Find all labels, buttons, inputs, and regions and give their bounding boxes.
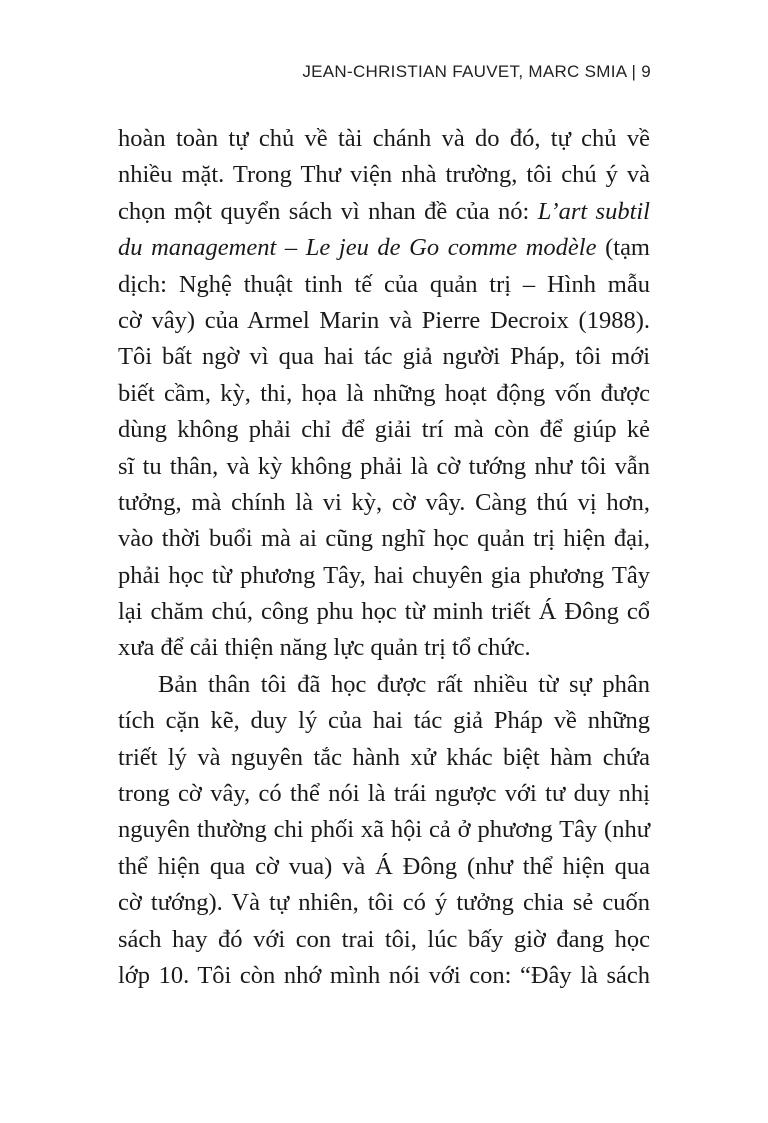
paragraph-1 (118, 121, 650, 667)
text-line: Bản thân tôi đã học được rất nhiều từ sự phân (158, 670, 650, 698)
text-line (118, 194, 650, 230)
book-title-italic: L’art subtil (537, 197, 650, 225)
body-text (118, 121, 650, 994)
text-line: thể hiện qua cờ vua) và Á Đông (như thể hiện qua (118, 852, 650, 880)
text-line: dùng không phải chỉ để giải trí mà còn để giúp kẻ (118, 416, 650, 444)
text-line: xưa để cải thiện năng lực quản trị tổ chức. (118, 634, 531, 662)
text-line: trong cờ vây, có thể nói là trái ngược với tư duy nhị (118, 780, 650, 808)
text-line: lớp 10. Tôi còn nhớ mình nói với con: “Đây là sách (118, 961, 650, 989)
text-line: nhiều mặt. Trong Thư viện nhà trường, tôi chú ý và (118, 161, 650, 189)
text-span: (tạm (596, 234, 650, 262)
text-line (118, 230, 650, 266)
text-line: nguyên thường chi phối xã hội cả ở phương Tây (như (118, 816, 650, 844)
text-line: tưởng, mà chính là vi kỳ, cờ vây. Càng thú vị hơn, (118, 488, 650, 516)
book-title-italic: du management – Le jeu de Go comme modèle (118, 234, 597, 262)
text-line: sĩ tu thân, và kỳ không phải là cờ tướng như tôi vẫn (118, 452, 650, 480)
text-line: dịch: Nghệ thuật tinh tế của quản trị – Hình mẫu (118, 270, 650, 298)
text-line: triết lý và nguyên tắc hành xử khác biệt hàm chứa (118, 743, 650, 771)
text-line: tích cặn kẽ, duy lý của hai tác giả Pháp về những (118, 707, 650, 735)
text-line: cờ vây) của Armel Marin và Pierre Decroix (1988). (118, 306, 650, 334)
text-span: chọn một quyển sách vì nhan đề của nó: (118, 197, 538, 225)
text-line: sách hay đó với con trai tôi, lúc bấy giờ đang học (118, 925, 650, 953)
text-line: Tôi bất ngờ vì qua hai tác giả người Pháp, tôi mới (118, 343, 650, 371)
text-line: phải học từ phương Tây, hai chuyên gia phương Tây (118, 561, 650, 589)
text-line: hoàn toàn tự chủ về tài chánh và do đó, tự chủ về (118, 125, 650, 152)
text-line: biết cầm, kỳ, thi, họa là những hoạt động vốn được (118, 379, 650, 407)
running-head: JEAN-CHRISTIAN FAUVET, MARC SMIA | 9 (302, 62, 651, 81)
paragraph-2 (118, 667, 650, 995)
text-line: lại chăm chú, công phu học từ minh triết Á Đông cổ (118, 598, 650, 626)
text-line: cờ tướng). Và tự nhiên, tôi có ý tưởng chia sẻ cuốn (118, 889, 650, 917)
text-line: vào thời buổi mà ai cũng nghĩ học quản trị hiện đại, (118, 525, 650, 553)
